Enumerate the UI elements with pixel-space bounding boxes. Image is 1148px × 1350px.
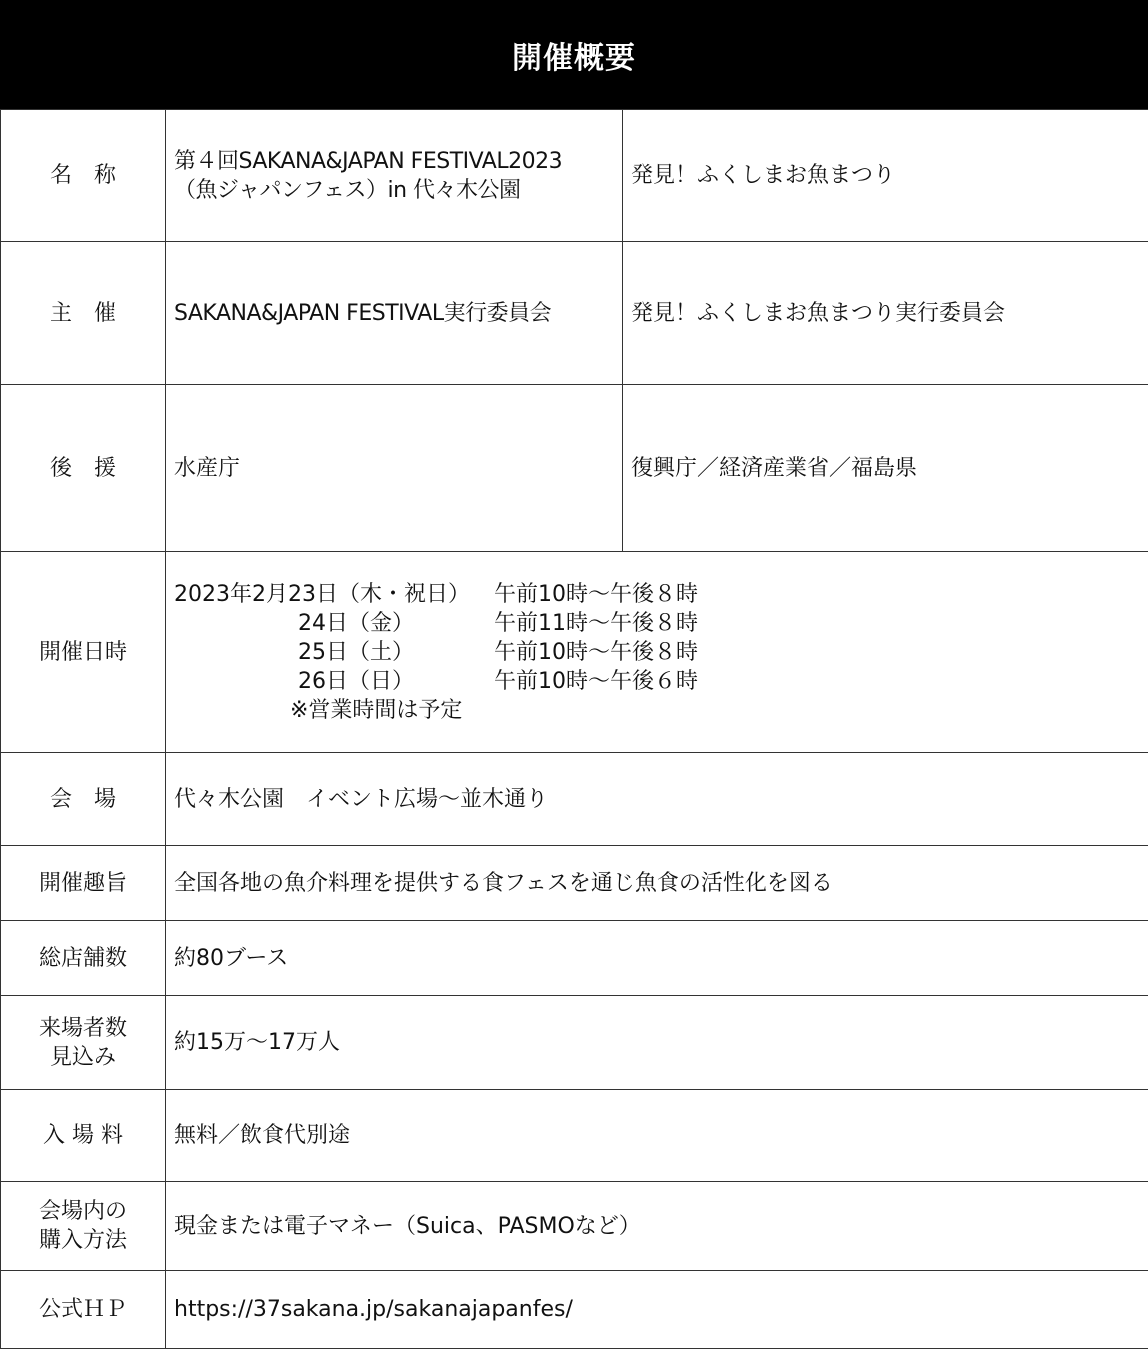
organizer-fukushima: 発見！ふくしまお魚まつり実行委員会 [623,242,1148,385]
support-fukushima: 復興庁／経済産業省／福島県 [623,385,1148,552]
schedule-date-1: 2023年2月23日（木・祝日） [174,581,470,607]
venue-value: 代々木公園 イベント広場～並木通り [166,753,1148,846]
name-fukushima: 発見！ふくしまお魚まつり [623,110,1148,242]
label-venue: 会 場 [1,753,166,846]
schedule-date-4: 26日（日） [298,668,414,694]
row-name [1,110,1148,242]
payment-value: 現金または電子マネー（Suica、PASMOなど） [166,1182,1148,1271]
stores-value: 約80ブース [166,921,1148,996]
row-support [1,385,1148,552]
overview-title: 開催概要 [512,41,636,76]
overview-table [0,109,1148,1349]
label-purpose: 開催趣旨 [1,846,166,921]
organizer-sakana-japan: SAKANA&JAPAN FESTIVAL実行委員会 [166,242,623,385]
row-organizer [1,242,1148,385]
name-sakana-japan: 第４回SAKANA&JAPAN FESTIVAL2023 （魚ジャパンフェス）in 代々木公園 [166,110,623,242]
label-website: 公式ＨＰ [1,1271,166,1349]
row-purpose [1,846,1148,921]
row-payment [1,1182,1148,1271]
website-link[interactable]: https://37sakana.jp/sakanajapanfes/ [166,1271,1148,1349]
label-datetime: 開催日時 [1,552,166,753]
visitors-value: 約15万～17万人 [166,996,1148,1090]
row-website [1,1271,1148,1349]
row-visitors [1,996,1148,1090]
label-organizer: 主 催 [1,242,166,385]
row-venue [1,753,1148,846]
row-fee [1,1090,1148,1182]
schedule-note: ※営業時間は予定 [290,697,463,723]
label-fee: 入 場 料 [1,1090,166,1182]
fee-value: 無料／飲食代別途 [166,1090,1148,1182]
schedule-time-4: 午前10時～午後６時 [494,668,698,694]
overview-header [0,0,1148,110]
schedule-time-2: 午前11時～午後８時 [494,610,698,636]
datetime-schedule [166,552,1148,753]
label-visitors: 来場者数 見込み [1,996,166,1090]
label-support: 後 援 [1,385,166,552]
label-name: 名 称 [1,110,166,242]
label-payment: 会場内の 購入方法 [1,1182,166,1271]
schedule-time-3: 午前10時～午後８時 [494,639,698,665]
row-datetime [1,552,1148,753]
row-stores [1,921,1148,996]
schedule-date-3: 25日（土） [298,639,414,665]
label-stores: 総店舗数 [1,921,166,996]
schedule-time-1: 午前10時～午後８時 [494,581,698,607]
purpose-value: 全国各地の魚介料理を提供する食フェスを通じ魚食の活性化を図る [166,846,1148,921]
schedule-date-2: 24日（金） [298,610,414,636]
support-sakana-japan: 水産庁 [166,385,623,552]
